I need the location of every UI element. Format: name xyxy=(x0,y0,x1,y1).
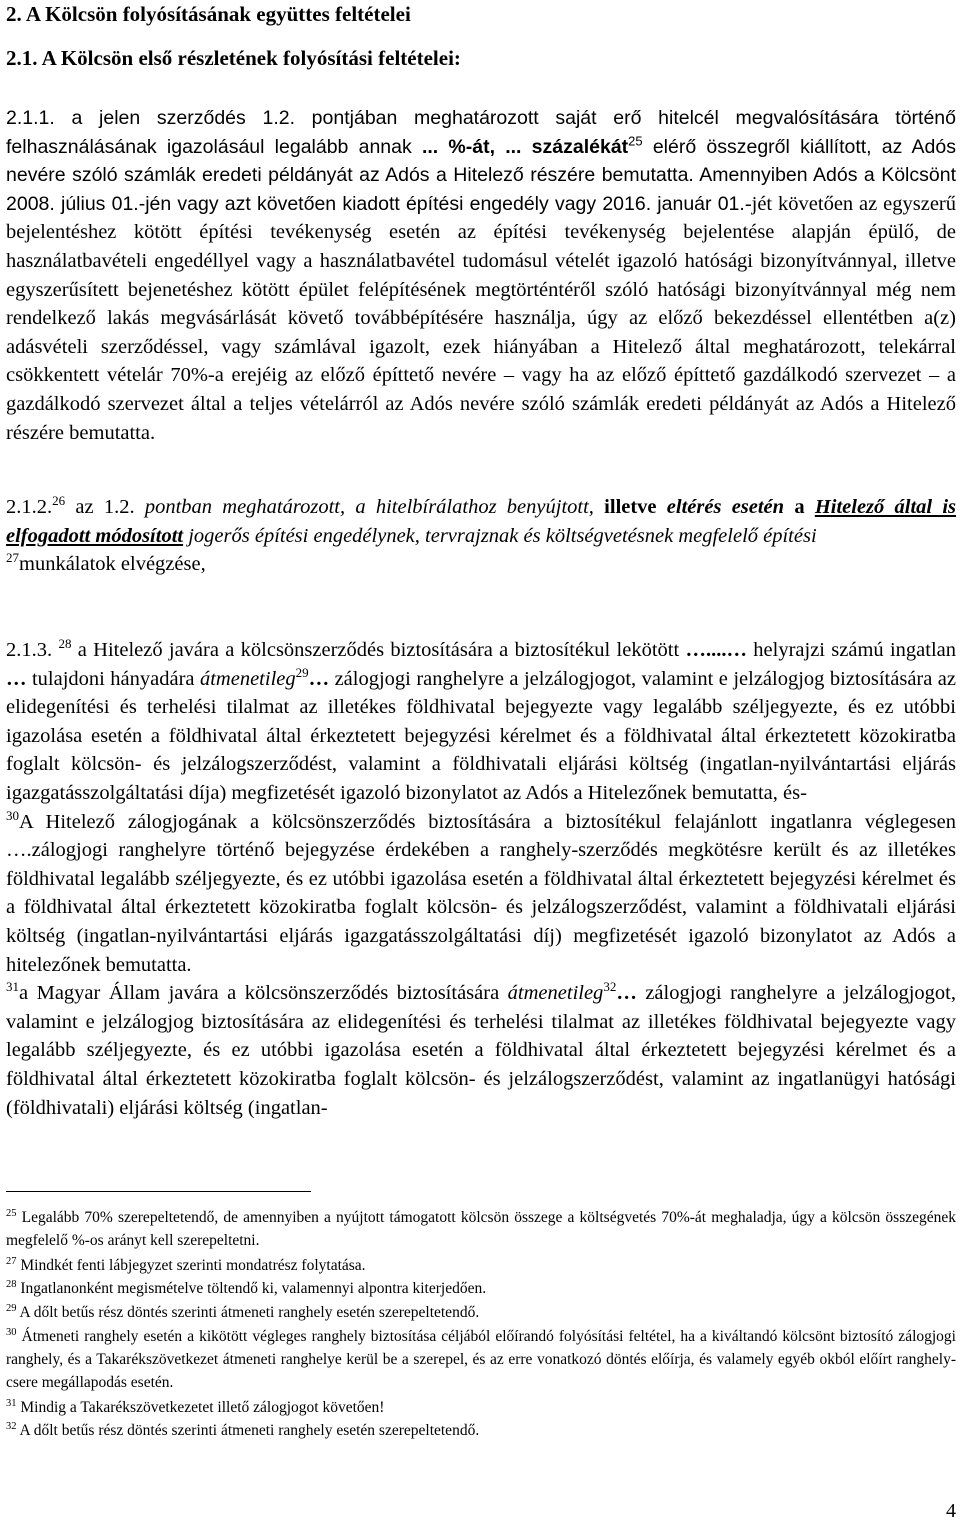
footnote-text: A dőlt betűs rész döntés szerinti átmeneti ranghely esetén szerepeltetendő. xyxy=(16,1422,480,1439)
footnote-ref-29[interactable]: 29 xyxy=(295,664,309,680)
p113-dots-2: … xyxy=(6,667,27,690)
footnote-number: 25 xyxy=(6,1207,17,1219)
footnote-number: 27 xyxy=(6,1255,17,1267)
p113-text-7: zálogjogi ranghelyre a jelzálogjogot, valamint e jelzálogjog biztosítására az elidegenítési és terhelési tilalmat az illetékes földhivatal bejegyezte vagy legalább széljegyezte, és ez utóbbi igazolása esetén a földhivatal által érkeztetett bejegyzési kérelmet és a földhivatal által érkeztetett közokiratba foglalt kölcsön- és jelzálogszerződést, valamint az ingatlanügyi hatósági (földhivatali) eljárási költség (ingatlan- xyxy=(6,982,956,1119)
footnote-number: 29 xyxy=(6,1302,17,1314)
subsection-heading: 2.1. A Kölcsön első részletének folyósítási feltételei: xyxy=(6,46,461,70)
footnote-ref-31[interactable]: 31 xyxy=(6,979,19,995)
footnote-ref-25[interactable]: 25 xyxy=(628,133,643,149)
footnote-30 xyxy=(6,1325,956,1394)
footnote-number: 32 xyxy=(6,1420,17,1432)
p113-text-4: zálogjogi ranghelyre a jelzálogjogot, valamint e jelzálogjog biztosítására az elidegenítési és terhelési tilalmat az illetékes földhivatal bejegyezte vagy legalább széljegyezte, és ez utóbbi igazolása esetén a földhivatal által érkeztetett bejegyzési kérelmet és a földhivatal által érkeztetett közokiratba foglalt kölcsön- és jelzálogszerződést, valamint a földhivatali eljárási költség (ingatlan-nyilvántartási eljárás igazgatásszolgáltatási díja) megfizetését igazoló bizonylatot az Adós a Hitelezőnek bemutatta, és- xyxy=(6,667,956,804)
footnote-text: Legalább 70% szerepeltetendő, de amennyiben a nyújtott támogatott kölcsön összege a költségvetés 70%-át meghaladja, úgy a kölcsön összegének megfelelő %-os arányt kell szerepeltetni. xyxy=(6,1209,956,1249)
footnote-text: Mindkét fenti lábjegyzet szerinti mondatrész folytatása. xyxy=(16,1257,366,1274)
p113-text-5: A Hitelező zálogjogának a kölcsönszerződés biztosítására a biztosítékul felajánlott ingatlanra véglegesen ….zálogjogi ranghelyre történő bejegyzése érdekében a ranghely-szerződés megkötésre került és az illetékes földhivatal legalább széljegyezte, és ez utóbbi igazolása esetén a földhivatal által érkeztetett bejegyzési kérelmet és a földhivatal által érkeztetett közokiratba foglalt kölcsön- és jelzálogszerződést, valamint a földhivatali eljárási költség (ingatlan-nyilvántartási eljárás igazgatásszolgáltatási díj) megfizetését igazoló bizonylatot az Adós a hitelezőnek bemutatta. xyxy=(6,810,956,976)
section-heading: 2. A Kölcsön folyósításának együttes feltételei xyxy=(6,2,411,26)
footnote-28 xyxy=(6,1277,956,1300)
p112-text-1: az 1.2. xyxy=(65,496,145,518)
p111-text-2: elérő összegről kiállított, az Adós nevére szóló számlák eredeti példányát az Adós a Hitelező részére bemutatta. Amennyiben Adós a Kölcsönt 2008. július 01.-jén vagy azt követően kiadott építési engedély vagy 2016. január 01. xyxy=(6,135,956,215)
footnote-ref-28[interactable]: 28 xyxy=(58,636,72,652)
p112-text-3: illetve xyxy=(604,496,657,518)
footnote-32 xyxy=(6,1419,956,1442)
footnote-text: Mindig a Takarékszövetkezetet illető zálogjogot követően! xyxy=(16,1399,385,1416)
footnote-25 xyxy=(6,1206,956,1252)
p113-number: 2.1.3. xyxy=(6,639,53,661)
footnote-ref-27[interactable]: 27 xyxy=(6,550,19,566)
footnote-number: 30 xyxy=(6,1326,17,1338)
p113-text-6: a Magyar Állam javára a kölcsönszerződés biztosítására xyxy=(19,982,508,1005)
p111-percent-placeholder: ... %-át, ... százalékát xyxy=(421,135,629,158)
footnote-31 xyxy=(6,1396,956,1419)
p112-text-5: a xyxy=(794,496,805,518)
p113-temporary-2: átmenetileg xyxy=(507,982,604,1005)
p113-dots-4: … xyxy=(616,982,637,1005)
p113-dots-1: …....… xyxy=(685,639,747,661)
footnote-text: Átmeneti ranghely esetén a kikötött végleges ranghely biztosítása céljából előírandó folyósítási feltétel, ha a kiváltandó kölcsönt biztosító zálogjogi ranghely, és a Takarékszövetkezet átmeneti ranghelye kerül be a szerepel, és az erre vonatkozó döntés előírja, és valamely egyéb okból előírt ranghely-csere megállapodás esetén. xyxy=(6,1328,956,1391)
footnote-ref-30[interactable]: 30 xyxy=(6,807,19,823)
p113-text-1: a Hitelező javára a kölcsönszerződés biztosítására a biztosítékul lekötött xyxy=(71,639,686,661)
footnote-number: 31 xyxy=(6,1397,17,1409)
p111-text-1: 2.1.1. a jelen szerződés 1.2. pontjában meghatározott saját erő hitelcél megvalósítására történő felhasználásának igazolásául legalább annak xyxy=(6,107,956,158)
paragraph-2-1-2 xyxy=(6,493,956,579)
footnote-ref-32[interactable]: 32 xyxy=(603,979,617,995)
p113-text-3: tulajdoni hányadára xyxy=(26,667,200,690)
paragraph-2-1-1 xyxy=(6,104,956,447)
p113-temporary: átmenetileg xyxy=(199,667,296,690)
footnote-number: 28 xyxy=(6,1278,17,1290)
footnote-text: Ingatlanonként megismételve töltendő ki, valamennyi alpontra kiterjedően. xyxy=(16,1280,487,1297)
paragraph-2-1-3 xyxy=(6,636,956,1122)
footnote-separator xyxy=(6,1191,311,1192)
page-number: 4 xyxy=(946,1500,956,1522)
p111-text-3: -jét követően az egyszerű bejelentéshez kötött építési tevékenység esetén az építési tevékenység bejelentése alapján épülő, de használatbavételi engedéllyel vagy a használatbavétel tudomásul vételét igazoló hatósági bizonyítvánnyal, illetve egyszerűsített bejenetéshez kötött épület felépítésének megtörténtéről szóló hatósági bizonyítvánnyal még nem rendelkező lakás megvásárlását követő továbbépítésére használja, úgy az előző bekezdéssel ellentétben a(z) adásvételi szerződéssel, vagy számlával igazolt, ezek hiányában a Hitelező által meghatározott, telekárral csökkentett vételár 70%-a erejéig az előző építtető nevére – vagy ha az előző építtető gazdálkodó szervezet – a gazdálkodó szervezet által a teljes vételárról az Adós nevére szóló számlák eredeti példányát az Adós a Hitelező részére bemutatta. xyxy=(6,192,957,444)
footnote-text: A dőlt betűs rész döntés szerinti átmeneti ranghely esetén szerepeltetendő. xyxy=(16,1304,480,1321)
p112-text-8: munkálatok elvégzése, xyxy=(19,553,206,576)
p112-number: 2.1.2. xyxy=(6,496,53,518)
p112-text-4: eltérés esetén xyxy=(666,496,785,518)
footnote-ref-26[interactable]: 26 xyxy=(52,493,66,509)
p112-text-6: Hitelező által is elfogadott módosított xyxy=(6,496,957,547)
p113-text-2: helyrajzi számú ingatlan xyxy=(746,639,957,661)
p112-text-7: jogerős építési engedélynek, tervrajznak és költségvetésnek megfelelő építési xyxy=(183,524,817,547)
p112-text-2: pontban meghatározott, a hitelbírálathoz benyújtott, xyxy=(144,496,594,518)
footnote-29 xyxy=(6,1301,956,1324)
footnote-27 xyxy=(6,1254,956,1277)
p113-dots-3: … xyxy=(308,667,330,690)
